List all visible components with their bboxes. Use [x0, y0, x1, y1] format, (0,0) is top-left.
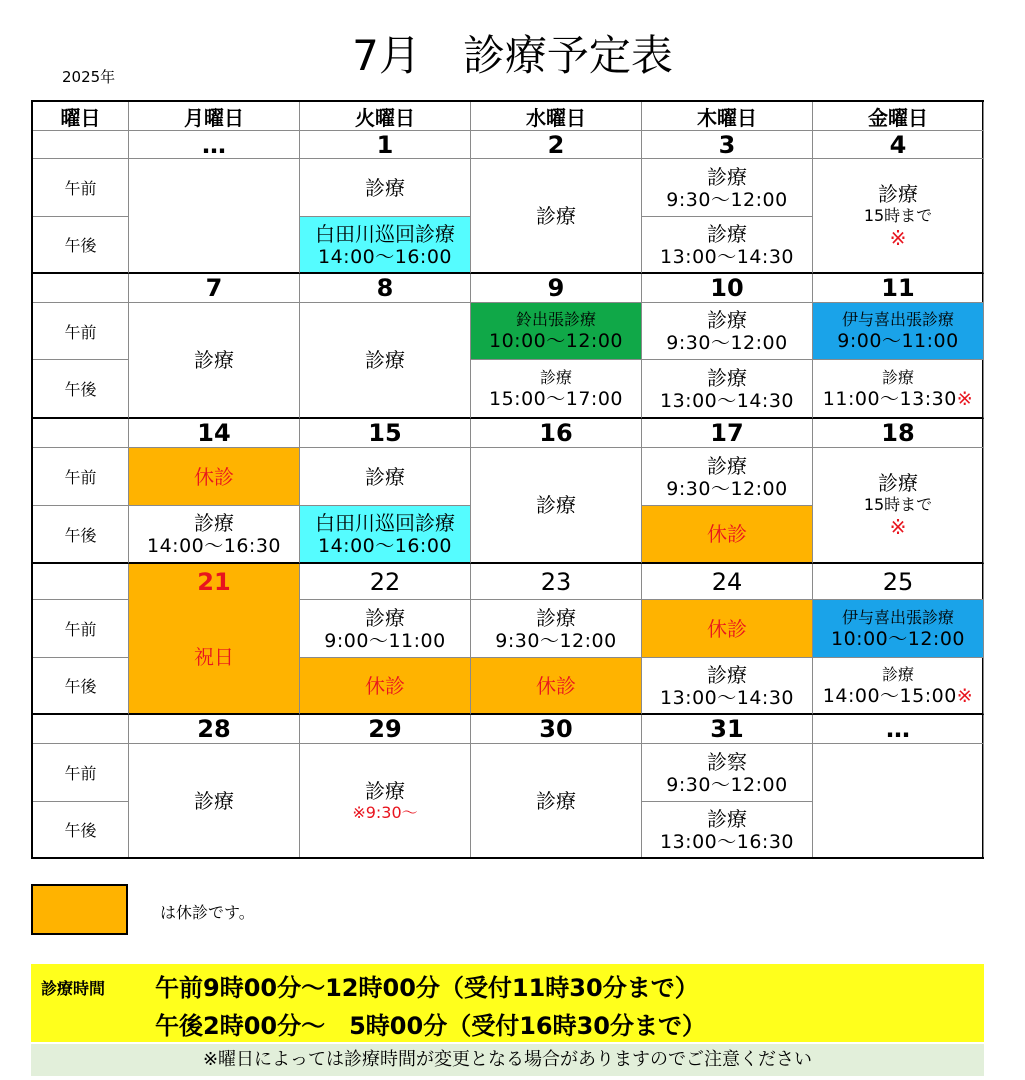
jul25-am [813, 600, 984, 658]
status-text: 診療 [194, 511, 234, 535]
jul8-day [300, 303, 471, 419]
event-title: 白田川巡回診療 [315, 221, 455, 246]
week5-date-blank [33, 715, 129, 744]
time-range: 13:00～16:30 [659, 830, 794, 853]
event-title: 鈴出張診療 [515, 310, 596, 329]
hours-pm: 午後2時00分～ 5時00分（受付16時30分まで） [155, 1012, 706, 1040]
event-title: 伊与喜出張診療 [841, 310, 954, 329]
page-title: 7月 診療予定表 [352, 31, 673, 80]
status-text: 診療 [878, 181, 918, 206]
jul3-am [642, 159, 813, 217]
status-text: 診療 [881, 367, 914, 387]
event-title: 白田川巡回診療 [315, 511, 455, 535]
date-cell: 16 [471, 419, 642, 448]
date-cell: 23 [471, 564, 642, 600]
jul31-am [642, 744, 813, 802]
week1-date-blank [33, 131, 129, 159]
jul1-am [300, 159, 471, 217]
jul25-pm [813, 658, 984, 715]
pm-label: 午後 [33, 506, 129, 564]
date-cell: … [129, 131, 300, 159]
date-cell: 3 [642, 131, 813, 159]
date-cell-holiday: 21 [129, 564, 300, 600]
jul3-pm [642, 217, 813, 274]
date-cell: 2 [471, 131, 642, 159]
jul29-day [300, 744, 471, 857]
time-range: 13:00～14:30 [659, 245, 794, 268]
time-range: 9:30～12:00 [666, 188, 788, 211]
header-wednesday: 水曜日 [471, 102, 642, 131]
date-cell: 18 [813, 419, 984, 448]
jul11-pm [813, 360, 984, 419]
jul14-am [129, 448, 300, 506]
status-text: 診療 [536, 605, 576, 630]
pm-label: 午後 [33, 217, 129, 274]
date-cell: 1 [300, 131, 471, 159]
jul1-pm [300, 217, 471, 274]
status-text: 休診 [194, 464, 234, 489]
time-range: 10:00～12:00 [488, 330, 623, 352]
status-text: 診療 [365, 175, 405, 200]
note-mark: ※ [956, 387, 974, 410]
week2-date-blank [33, 274, 129, 303]
status-text: 診療 [707, 806, 747, 831]
jul-mon-empty [129, 159, 300, 274]
jul31-pm [642, 802, 813, 857]
jul16-day [471, 448, 642, 564]
note-mark: ※ [889, 515, 907, 539]
pm-label: 午後 [33, 802, 129, 857]
date-cell: 28 [129, 715, 300, 744]
date-cell: 22 [300, 564, 471, 600]
am-label: 午前 [33, 448, 129, 506]
time-range: 9:00～11:00 [837, 330, 959, 352]
time-range: 13:00～14:30 [659, 686, 794, 709]
jul4-day [813, 159, 984, 274]
date-cell: 10 [642, 274, 813, 303]
hours-banner [31, 964, 984, 1042]
note-text: 15時まで [863, 495, 933, 514]
jul10-am [642, 303, 813, 360]
status-text: 診療 [536, 203, 576, 228]
status-text: 休診 [536, 673, 576, 698]
status-text: 診療 [539, 367, 572, 387]
status-text: 休診 [365, 673, 405, 698]
jul22-pm [300, 658, 471, 715]
status-text: 診療 [365, 464, 405, 489]
pm-label: 午後 [33, 360, 129, 419]
header-tuesday: 火曜日 [300, 102, 471, 131]
time-range: 13:00～14:30 [659, 389, 794, 412]
note-mark: ※ [956, 684, 974, 707]
note-text: 15時まで [863, 205, 933, 225]
jul18-day [813, 448, 984, 564]
date-cell: 14 [129, 419, 300, 448]
jul10-pm [642, 360, 813, 419]
note-text: ※9:30～ [352, 802, 418, 822]
jul28-day [129, 744, 300, 857]
status-text: 診療 [707, 365, 747, 390]
date-cell: … [813, 715, 984, 744]
status-text: 診療 [707, 221, 747, 246]
jul23-am [471, 600, 642, 658]
time-range: 15:00～17:00 [488, 387, 623, 410]
status-text: 診療 [707, 308, 747, 332]
schedule-table [31, 100, 984, 859]
time-range: 9:00～11:00 [324, 629, 446, 652]
year-label: 2025年 [62, 68, 116, 86]
time-range: 9:30～12:00 [666, 477, 788, 500]
header-weekday: 曜日 [33, 102, 129, 131]
status-text: 診療 [878, 471, 918, 495]
status-text: 祝日 [194, 644, 234, 669]
time-range: 11:00～13:30 [822, 387, 957, 410]
date-cell: 30 [471, 715, 642, 744]
date-cell: 4 [813, 131, 984, 159]
week3-date-blank [33, 419, 129, 448]
jul9-am [471, 303, 642, 360]
hours-am: 午前9時00分～12時00分（受付11時30分まで） [155, 974, 699, 1002]
status-text: 診療 [365, 605, 405, 630]
jul7-day [129, 303, 300, 419]
date-cell: 15 [300, 419, 471, 448]
status-text: 診療 [365, 778, 405, 803]
time-range: 14:00～15:00 [822, 684, 957, 707]
jul15-am [300, 448, 471, 506]
date-cell: 25 [813, 564, 984, 600]
time-range: 9:30～12:00 [495, 629, 617, 652]
date-cell: 17 [642, 419, 813, 448]
status-text: 診療 [365, 348, 405, 372]
status-text: 診察 [707, 749, 747, 774]
jul15-pm [300, 506, 471, 564]
jul11-am [813, 303, 984, 360]
status-text: 診療 [536, 493, 576, 517]
header-friday: 金曜日 [813, 102, 984, 131]
pm-label: 午後 [33, 658, 129, 715]
notice-text: ※曜日によっては診療時間が変更となる場合がありますのでご注意ください [31, 1044, 984, 1076]
status-text: 診療 [536, 788, 576, 813]
date-cell: 9 [471, 274, 642, 303]
header-monday: 月曜日 [129, 102, 300, 131]
status-text: 診療 [707, 453, 747, 478]
jul14-pm [129, 506, 300, 564]
time-range: 14:00～16:30 [146, 535, 281, 557]
jul22-am [300, 600, 471, 658]
legend-swatch [31, 884, 128, 935]
time-range: 14:00～16:00 [317, 245, 452, 268]
am-label: 午前 [33, 303, 129, 360]
jul23-pm [471, 658, 642, 715]
jul17-pm [642, 506, 813, 564]
date-cell: 31 [642, 715, 813, 744]
event-title: 伊与喜出張診療 [841, 607, 954, 627]
jul17-am [642, 448, 813, 506]
time-range: 10:00～12:00 [830, 627, 965, 650]
am-label: 午前 [33, 159, 129, 217]
jul21-day [129, 600, 300, 715]
time-range: 9:30～12:00 [666, 332, 788, 354]
jul24-am [642, 600, 813, 658]
date-cell: 8 [300, 274, 471, 303]
date-cell: 24 [642, 564, 813, 600]
aug-fri-empty [813, 744, 984, 857]
date-cell: 7 [129, 274, 300, 303]
legend-text: は休診です。 [160, 903, 255, 922]
status-text: 診療 [194, 348, 234, 372]
date-cell: 11 [813, 274, 984, 303]
jul9-pm [471, 360, 642, 419]
hours-label: 診療時間 [41, 979, 106, 998]
am-label: 午前 [33, 744, 129, 802]
status-text: 診療 [707, 164, 747, 189]
status-text: 診療 [707, 662, 747, 687]
jul2-day [471, 159, 642, 274]
header-thursday: 木曜日 [642, 102, 813, 131]
week4-date-blank [33, 564, 129, 600]
status-text: 休診 [707, 616, 747, 641]
am-label: 午前 [33, 600, 129, 658]
time-range: 9:30～12:00 [666, 773, 788, 796]
jul30-day [471, 744, 642, 857]
status-text: 診療 [881, 664, 914, 684]
note-mark: ※ [889, 225, 907, 250]
status-text: 診療 [194, 788, 234, 813]
status-text: 休診 [707, 522, 747, 546]
time-range: 14:00～16:00 [317, 535, 452, 557]
date-cell: 29 [300, 715, 471, 744]
jul24-pm [642, 658, 813, 715]
